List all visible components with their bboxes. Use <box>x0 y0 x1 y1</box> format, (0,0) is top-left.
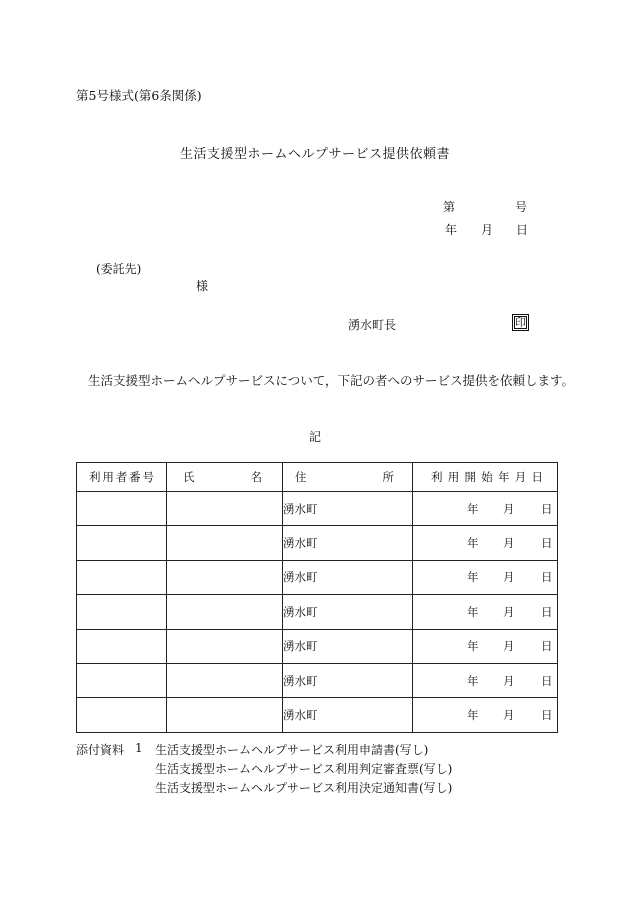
cell-name <box>167 698 283 732</box>
cell-date-day: 日 <box>541 536 553 551</box>
table-header-row <box>77 463 558 492</box>
header-char: 用 <box>102 470 114 484</box>
cell-name <box>167 663 283 697</box>
header-char: 号 <box>142 470 154 484</box>
form-id: 第5号様式(第6条関係) <box>76 88 202 103</box>
cell-start-date <box>413 526 558 560</box>
cell-date-month: 月 <box>503 536 515 551</box>
cell-date-year: 年 <box>467 536 479 551</box>
header-char: 名 <box>250 470 262 484</box>
header-char: 者 <box>115 470 128 484</box>
header-char: 所 <box>382 470 394 484</box>
cell-name <box>167 595 283 629</box>
table-row <box>77 492 558 526</box>
cell-address: 湧水町 <box>283 492 413 526</box>
cell-address: 湧水町 <box>283 698 413 732</box>
cell-date-day: 日 <box>541 501 553 516</box>
cell-date-year: 年 <box>467 673 479 688</box>
attachment-item: 生活支援型ホームヘルプサービス利用申請書(写し) <box>155 743 429 757</box>
header-char: 番 <box>129 470 141 484</box>
addressee-honorific: 様 <box>196 279 209 293</box>
cell-user-number <box>77 698 167 732</box>
cell-date-month: 月 <box>503 501 515 516</box>
header-char: 氏 <box>183 470 195 484</box>
attachment-item: 生活支援型ホームヘルプサービス利用決定通知書(写し) <box>155 781 453 795</box>
cell-user-number <box>77 560 167 594</box>
cell-user-number <box>77 526 167 560</box>
header-name <box>167 463 283 492</box>
cell-start-date <box>413 595 558 629</box>
table-row <box>77 698 558 732</box>
cell-address: 湧水町 <box>283 663 413 697</box>
cell-address: 湧水町 <box>283 560 413 594</box>
cell-address: 湧水町 <box>283 629 413 663</box>
cell-date-day: 日 <box>541 570 553 585</box>
cell-name <box>167 526 283 560</box>
cell-date-year: 年 <box>467 639 479 654</box>
table-row <box>77 560 558 594</box>
cell-user-number <box>77 629 167 663</box>
table-row <box>77 663 558 697</box>
cell-date-month: 月 <box>503 673 515 688</box>
reference-number-suffix: 号 <box>515 200 528 214</box>
addressee-label: (委託先) <box>96 262 142 276</box>
cell-user-number <box>77 595 167 629</box>
cell-date-month: 月 <box>503 604 515 619</box>
header-char: 用 <box>447 470 460 484</box>
cell-date-month: 月 <box>503 708 515 723</box>
attachments-number: 1 <box>135 741 143 755</box>
cell-name <box>167 560 283 594</box>
cell-start-date <box>413 663 558 697</box>
cell-date-day: 日 <box>541 708 553 723</box>
header-address <box>283 463 413 492</box>
cell-date-day: 日 <box>541 673 553 688</box>
seal-text: 印 <box>515 316 526 329</box>
date-day-label: 日 <box>516 223 529 237</box>
header-char: 利 <box>89 470 101 484</box>
request-body-text: 生活支援型ホームヘルプサービスについて，下記の者へのサービス提供を依頼します。 <box>88 373 575 388</box>
sender-name: 湧水町長 <box>348 318 397 332</box>
header-char: 始 <box>481 470 493 484</box>
document-title: 生活支援型ホームヘルプサービス提供依頼書 <box>179 147 450 162</box>
cell-address: 湧水町 <box>283 595 413 629</box>
header-char: 年 <box>498 470 510 484</box>
cell-user-number <box>77 492 167 526</box>
cell-date-month: 月 <box>503 639 515 654</box>
header-start-date <box>413 463 558 492</box>
cell-date-year: 年 <box>467 570 479 585</box>
header-char: 利 <box>431 470 443 484</box>
header-char: 住 <box>295 470 307 484</box>
cell-date-day: 日 <box>541 639 553 654</box>
date-month-label: 月 <box>481 223 494 237</box>
cell-date-year: 年 <box>467 708 479 723</box>
cell-name <box>167 629 283 663</box>
ki-heading: 記 <box>308 430 321 444</box>
attachment-item: 生活支援型ホームヘルプサービス利用判定審査票(写し) <box>155 762 453 776</box>
header-user-number <box>77 463 167 492</box>
table-row <box>77 629 558 663</box>
cell-start-date <box>413 560 558 594</box>
cell-date-year: 年 <box>467 604 479 619</box>
cell-name <box>167 492 283 526</box>
cell-start-date <box>413 492 558 526</box>
header-char: 開 <box>464 470 476 484</box>
attachments-label: 添付資料 <box>76 743 125 757</box>
date-year-label: 年 <box>445 223 458 237</box>
table-row <box>77 526 558 560</box>
header-char: 月 <box>514 470 527 484</box>
cell-address: 湧水町 <box>283 526 413 560</box>
cell-start-date <box>413 698 558 732</box>
service-user-table <box>76 462 558 733</box>
cell-user-number <box>77 663 167 697</box>
cell-date-year: 年 <box>467 501 479 516</box>
cell-date-month: 月 <box>503 570 515 585</box>
header-char: 日 <box>531 470 543 484</box>
cell-date-day: 日 <box>541 604 553 619</box>
reference-number-label: 第 <box>443 200 456 214</box>
cell-start-date <box>413 629 558 663</box>
table-row <box>77 595 558 629</box>
seal-mark <box>512 314 529 331</box>
